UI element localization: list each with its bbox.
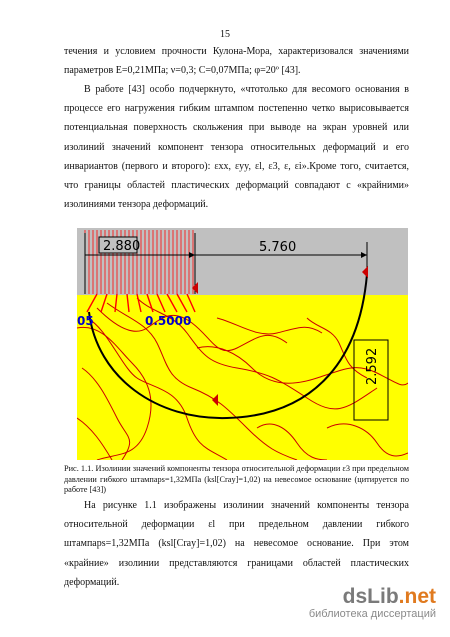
watermark-tagline: библиотека диссертаций [308,608,436,620]
label-width-left: 2.880 [103,239,141,254]
watermark-logo-main: dsLib [342,585,399,608]
paragraph-2: В работе [43] особо подчеркнуто, «чтотолько для весомого основания в процессе его нагружения гибким штампом постепенно четко вырисовывается потенциальная поверхность скольжения при выводе на экран уровней или изолиний значений компонент тензора относительных деформаций и его инвариантов (первого и второго): εxx, εyy, εl, ε3, ε, εi».Кроме того, считается, что границы областей пластических деформаций совпадают с «крайними» изолиниями тензора деформаций. [64,84,409,211]
paragraph-1: течения и условием прочности Кулона-Мора, характеризовался значениями параметров E=0,21МПа; ν=0,3; C=0,07МПа; φ=20º [43]. [64,46,409,77]
figure-caption: Рис. 1.1. Изолинии значений компоненты тензора относительной деформации ε3 при предельном давлении гибкого штампаps=1,32МПа (ksl[Cray]=1,02) на невесомое основание (цитируется по работе [43]) [64,464,409,495]
paragraph-3: На рисунке 1.1 изображены изолинии значений компоненты тензора относительной деформации εl при предельном давлении гибкого штампаps=1,32МПа (ksl[Cray]=1,02) на невесомое основание. При этом «крайние» изолинии представляются границами областей пластических деформаций. [64,500,409,588]
label-contour-value: 0.5000 [145,314,192,328]
figure-isolines [77,228,408,460]
watermark-logo-suffix: .net [398,585,436,608]
label-depth: 2.592 [365,347,380,385]
page-number: 15 [220,29,230,40]
watermark-logo [309,586,436,608]
figure-svg [77,228,408,460]
label-width-right: 5.760 [259,240,297,255]
watermark [309,586,436,621]
label-edge-value: 05 [77,314,94,328]
